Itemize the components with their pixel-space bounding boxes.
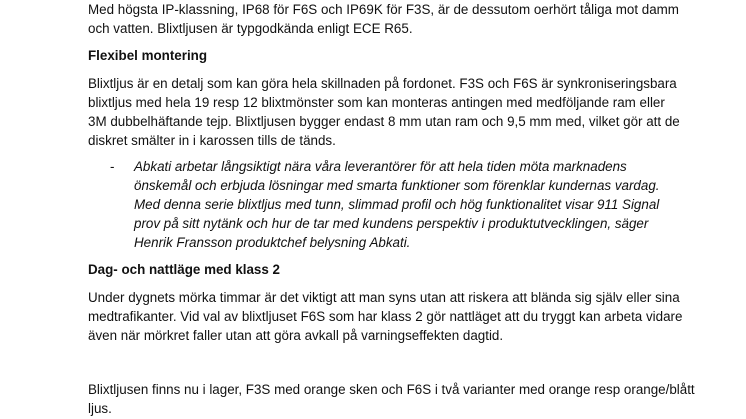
mounting-line-1: Blixtljus är en detalj som kan göra hela skillnaden på fordonet. F3S och F6S är synkroniseringsbara — [88, 76, 677, 91]
daynight-line-2: medtrafikanter. Vid val av blixtljuset F6S som har klass 2 gör nattläget att du tryggt kan arbeta vidare — [88, 309, 683, 324]
intro-line-1: Med högsta IP-klassning, IP68 för F6S och IP69K för F3S, är de dessutom oerhört tåliga mot damm — [88, 2, 679, 17]
quote-line-5: Henrik Fransson produktchef belysning Abkati. — [134, 235, 411, 250]
quote-bullet-dash: - — [110, 159, 115, 174]
stock-line-2: ljus. — [88, 401, 112, 416]
stock-line-1: Blixtljusen finns nu i lager, F3S med orange sken och F6S i två varianter med orange resp orange/blått — [88, 382, 695, 397]
quote-line-4: prov på sitt nytänk och hur de tar med kundens perspektiv i produktutvecklingen, säger — [134, 216, 649, 231]
mounting-line-2: blixtljus med hela 19 resp 12 blixtmönster som kan monteras antingen med medföljande ram eller — [88, 95, 665, 110]
daynight-line-1: Under dygnets mörka timmar är det viktigt att man syns utan att riskera att blända sig själv eller sina — [88, 290, 680, 305]
intro-line-2: och vatten. Blixtljusen är typgodkända enligt ECE R65. — [88, 21, 413, 36]
mounting-line-4: diskret smälter in i karossen tills de tänds. — [88, 133, 336, 148]
daynight-line-3: även när mörkret faller utan att göra avkall på varningseffekten dagtid. — [88, 328, 504, 343]
quote-line-2: önskemål och erbjuda lösningar med smarta funktioner som förenklar kundernas vardag. — [134, 178, 660, 193]
mounting-line-3: 3M dubbelhäftande tejp. Blixtljusen bygger endast 8 mm utan ram och 9,5 mm med, vilket gör att de — [88, 114, 680, 129]
quote-line-1: Abkati arbetar långsiktigt nära våra leverantörer för att hela tiden möta marknadens — [134, 159, 627, 174]
heading-flexibel-montering: Flexibel montering — [88, 48, 208, 63]
quote-line-3: Med denna serie blixtljus med tunn, slimmad profil och hög funktionalitet visar 911 Signal — [134, 197, 660, 212]
heading-dag-och-nattlage: Dag- och nattläge med klass 2 — [88, 262, 280, 277]
